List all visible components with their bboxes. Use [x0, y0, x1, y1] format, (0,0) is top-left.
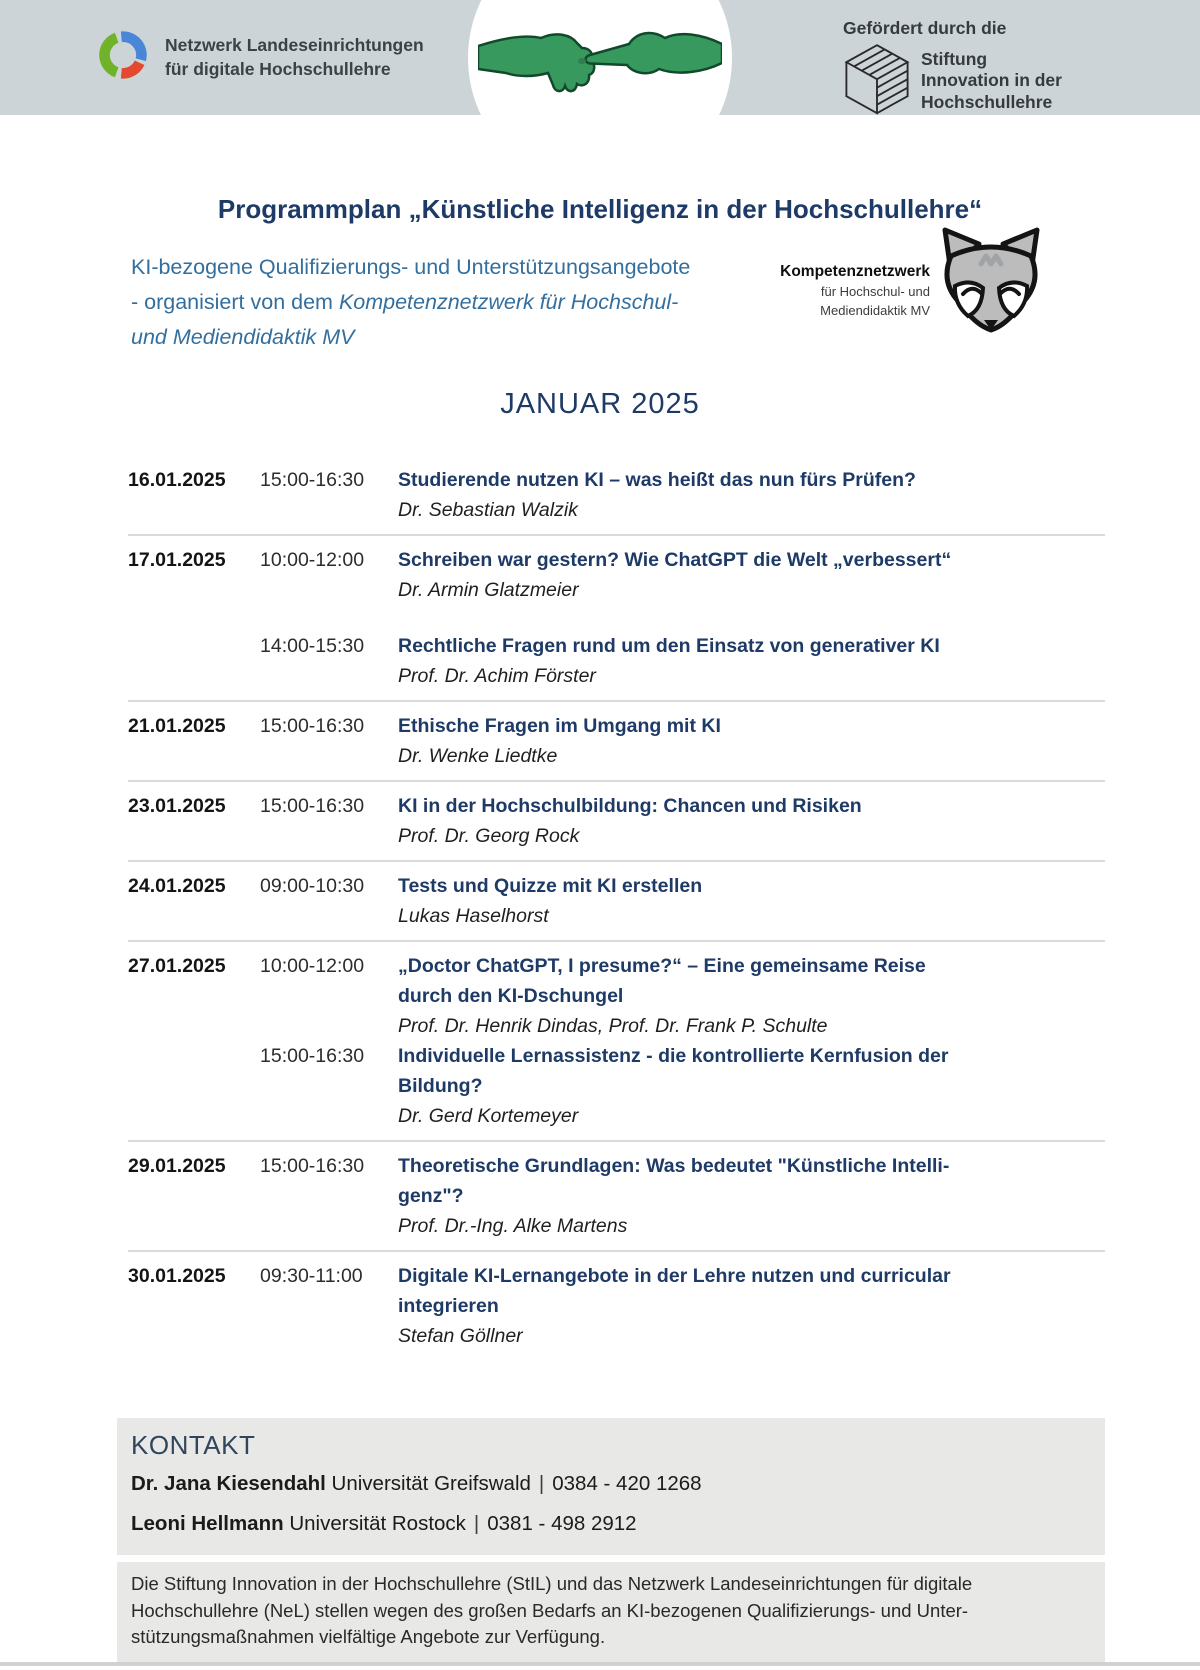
contact-phone: 0384 - 420 1268: [552, 1472, 702, 1495]
session-title: [398, 1261, 1105, 1321]
fox-icon: [936, 226, 1046, 339]
stil-logo: [843, 18, 1062, 115]
session-title-line: Digitale KI-Lernangebote in der Lehre nutzen und curricular: [398, 1265, 951, 1287]
session-speaker: Dr. Sebastian Walzik: [398, 499, 578, 521]
footer-note: [117, 1562, 1105, 1662]
session-title-line: KI in der Hochschulbildung: Chancen und Risiken: [398, 795, 862, 817]
session-date: 24.01.2025: [128, 875, 226, 897]
stil-line2: Innovation in der: [921, 70, 1062, 91]
nel-logo-line2: für digitale Hochschullehre: [165, 58, 391, 79]
session-date: [128, 631, 260, 691]
stil-line3: Hochschullehre: [921, 91, 1053, 112]
session-title: [398, 791, 1105, 821]
knm-line2: für Hochschul- und: [820, 283, 930, 299]
schedule-row: [128, 1250, 1105, 1360]
knm-line3: Mediendidaktik MV: [820, 302, 930, 318]
session-body: [398, 711, 1105, 771]
stil-funded-by: Gefördert durch die: [843, 18, 1007, 38]
session-date: 21.01.2025: [128, 715, 226, 737]
session-body: [398, 871, 1105, 931]
session-date: 17.01.2025: [128, 549, 226, 571]
contact-separator: |: [538, 1472, 545, 1495]
session-speaker: Lukas Haselhorst: [398, 905, 549, 927]
intro-line1: KI-bezogene Qualifizierungs- und Unterstützungsangebote: [131, 255, 691, 279]
session-date: 16.01.2025: [128, 469, 226, 491]
session-speaker: Prof. Dr. Georg Rock: [398, 825, 580, 847]
contact-phone: 0381 - 498 2912: [487, 1512, 637, 1535]
nel-ring-icon: [94, 26, 152, 89]
session: [128, 1151, 1105, 1241]
session-time: 15:00-16:30: [260, 469, 365, 491]
contact-heading: KONTAKT: [131, 1430, 256, 1460]
session-title: [398, 1041, 1105, 1101]
page-title: Programmplan „Künstliche Intelligenz in der Hochschullehre“: [217, 194, 983, 224]
session: [128, 951, 1105, 1041]
session-time: 09:00-10:30: [260, 875, 365, 897]
session-speaker: Prof. Dr. Achim Förster: [398, 665, 596, 687]
session-time: 15:00-16:30: [260, 1045, 365, 1067]
session-time: 10:00-12:00: [260, 955, 365, 977]
session-title-line: integrieren: [398, 1295, 499, 1317]
session-title-line: „Doctor ChatGPT, I presume?“ – Eine gemeinsame Reise: [398, 955, 926, 977]
schedule-row: [128, 780, 1105, 860]
session-time: 14:00-15:30: [260, 635, 365, 657]
session-speaker: Dr. Armin Glatzmeier: [398, 579, 579, 601]
page-bottom-edge: [0, 1662, 1200, 1666]
session: [128, 1261, 1105, 1351]
footer-line: stützungsmaßnahmen vielfältige Angebote zur Verfügung.: [131, 1626, 606, 1647]
session-title-line: durch den KI-Dschungel: [398, 985, 624, 1007]
session-speaker: Dr. Gerd Kortemeyer: [398, 1105, 579, 1127]
contact-separator: |: [473, 1512, 480, 1535]
session: [128, 791, 1105, 851]
reaching-hands-icon: [478, 14, 722, 115]
session-time: 09:30-11:00: [260, 1265, 363, 1287]
contact-section: [117, 1418, 1105, 1555]
session-date: 23.01.2025: [128, 795, 226, 817]
session-date: [128, 1041, 260, 1131]
session-title: [398, 1151, 1105, 1211]
session-title-line: Ethische Fragen im Umgang mit KI: [398, 715, 721, 737]
schedule-row: [128, 700, 1105, 780]
session-title-line: genz"?: [398, 1185, 464, 1207]
session-time: 10:00-12:00: [260, 549, 365, 571]
session-title: [398, 711, 1105, 741]
footer-line: Hochschullehre (NeL) stellen wegen des großen Bedarfs an KI-bezogenen Qualifizierungs- und Unter-: [131, 1599, 969, 1621]
session: [128, 545, 1105, 605]
stil-cube-icon: [843, 43, 911, 115]
stil-line1: Stiftung: [921, 49, 988, 69]
session-title: [398, 545, 1105, 575]
session-title-line: Tests und Quizze mit KI erstellen: [398, 875, 703, 897]
session-time: 15:00-16:30: [260, 1155, 365, 1177]
header-band: [0, 0, 1200, 115]
session: [128, 465, 1105, 525]
session-title: [398, 951, 1105, 1011]
session-title-line: Schreiben war gestern? Wie ChatGPT die Welt „verbessert“: [398, 549, 952, 571]
session-speaker: Dr. Wenke Liedtke: [398, 745, 558, 767]
session-body: [398, 1261, 1105, 1351]
schedule-row: [128, 534, 1105, 700]
session-title: [398, 465, 1105, 495]
nel-logo-line1: Netzwerk Landeseinrichtungen: [165, 34, 424, 55]
contact-name: Dr. Jana Kiesendahl: [131, 1472, 326, 1495]
session: [128, 871, 1105, 931]
session-body: [398, 1041, 1105, 1131]
schedule-row: [128, 456, 1105, 534]
session-speaker: Prof. Dr.-Ing. Alke Martens: [398, 1215, 628, 1237]
session: [128, 631, 1105, 691]
session-title: [398, 631, 1105, 661]
session-title-line: Studierende nutzen KI – was heißt das nun fürs Prüfen?: [398, 469, 916, 491]
session-body: [398, 791, 1105, 851]
session-date: 29.01.2025: [128, 1155, 226, 1177]
nel-logo: [94, 26, 424, 89]
session-body: [398, 465, 1105, 525]
session-time: 15:00-16:30: [260, 715, 365, 737]
schedule: [128, 456, 1105, 1360]
schedule-row: [128, 940, 1105, 1140]
month-heading: JANUAR 2025: [500, 388, 700, 420]
session-body: [398, 951, 1105, 1041]
intro-text: [131, 250, 690, 355]
contact-entry: [131, 1467, 1091, 1501]
session-title: [398, 871, 1105, 901]
session: [128, 711, 1105, 771]
session-body: [398, 1151, 1105, 1241]
schedule-row: [128, 1140, 1105, 1250]
session-time: 15:00-16:30: [260, 795, 365, 817]
session-speaker: Prof. Dr. Henrik Dindas, Prof. Dr. Frank P. Schulte: [398, 1015, 828, 1037]
session-body: [398, 545, 1105, 605]
contact-entries: [131, 1467, 1091, 1541]
session-speaker: Stefan Göllner: [398, 1325, 523, 1347]
session-date: 30.01.2025: [128, 1265, 226, 1287]
contact-org: Universität Greifswald: [325, 1472, 531, 1495]
contact-entry: [131, 1507, 1091, 1541]
session-title-line: Bildung?: [398, 1075, 483, 1097]
session-title-line: Theoretische Grundlagen: Was bedeutet "Künstliche Intelli-: [398, 1155, 950, 1177]
session-date: 27.01.2025: [128, 955, 226, 977]
kompetenznetzwerk-logo-text: [690, 262, 930, 321]
knm-name: Kompetenznetzwerk: [780, 263, 930, 280]
intro-line2: - organisiert von dem Kompetenznetzwerk für Hochschul-: [131, 290, 679, 314]
contact-org: Universität Rostock: [283, 1512, 466, 1535]
intro-line3: und Mediendidaktik MV: [131, 325, 355, 349]
session: [128, 1041, 1105, 1131]
schedule-row: [128, 860, 1105, 940]
session-title-line: Individuelle Lernassistenz - die kontrollierte Kernfusion der: [398, 1045, 949, 1067]
stil-logo-text: [921, 49, 1062, 115]
contact-name: Leoni Hellmann: [131, 1512, 284, 1535]
nel-logo-text: [165, 34, 424, 81]
session-body: [398, 631, 1105, 691]
session-title-line: Rechtliche Fragen rund um den Einsatz von generativer KI: [398, 635, 940, 657]
footer-line: Die Stiftung Innovation in der Hochschullehre (StIL) und das Netzwerk Landeseinrichtungen für digitale: [131, 1573, 973, 1594]
